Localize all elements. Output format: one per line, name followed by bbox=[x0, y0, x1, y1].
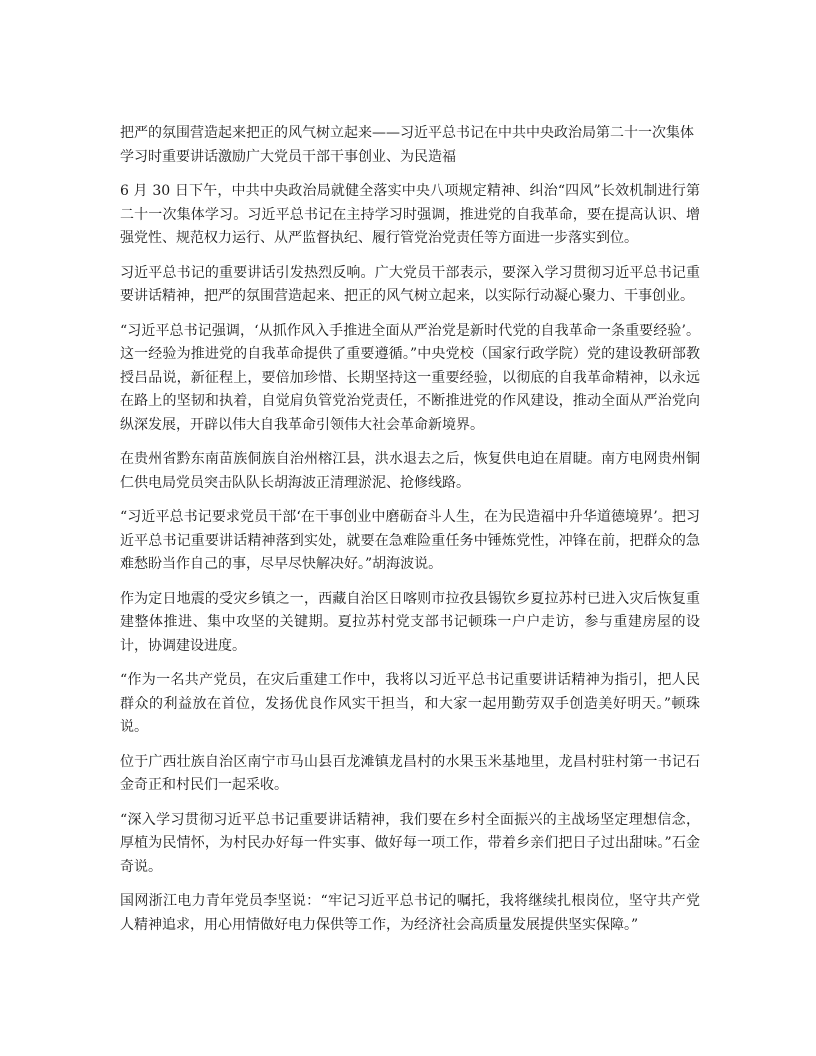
article-paragraph: “作为一名共产党员，在灾后重建工作中，我将以习近平总书记重要讲话精神为指引，把人民群众的利益放在首位，发扬优良作风实干担当，和大家一起用勤劳双手创造美好明天。”顿珠说。 bbox=[120, 672, 700, 735]
article-paragraph: 国网浙江电力青年党员李坚说：“牢记习近平总书记的嘱托，我将继续扎根岗位，坚守共产党人精神追求，用心用情做好电力保供等工作，为经济社会高质量发展提供坚实保障。” bbox=[120, 893, 700, 933]
article-paragraph: “习近平总书记要求党员干部‘在干事创业中磨砺奋斗人生，在为民造福中升华道德境界’。把习近平总书记重要讲话精神落到实处，就要在急难险重任务中锤炼党性，冲锋在前，把群众的急难愁盼当作自己的事，尽早尽快解决好。”胡海波说。 bbox=[120, 509, 700, 572]
article-paragraph: “习近平总书记强调，‘从抓作风入手推进全面从严治党是新时代党的自我革命一条重要经验’。这一经验为推进党的自我革命提供了重要遵循。”中央党校（国家行政学院）党的建设教研部教授吕品说，新征程上，要倍加珍惜、长期坚持这一重要经验，以彻底的自我革命精神，以永远在路上的坚韧和执着，自觉肩负管党治党责任，不断推进党的作风建设，推动全面从严治党向纵深发展，开辟以伟大自我革命引领伟大社会革命新境界。 bbox=[120, 322, 700, 433]
article-paragraph: 在贵州省黔东南苗族侗族自治州榕江县，洪水退去之后，恢复供电迫在眉睫。南方电网贵州铜仁供电局党员突击队队长胡海波正清理淤泥、抢修线路。 bbox=[120, 451, 700, 491]
article-paragraph: 位于广西壮族自治区南宁市马山县百龙滩镇龙昌村的水果玉米基地里，龙昌村驻村第一书记石金奇正和村民们一起采收。 bbox=[120, 753, 700, 793]
article bbox=[120, 122, 700, 948]
article-paragraph: 习近平总书记的重要讲话引发热烈反响。广大党员干部表示，要深入学习贯彻习近平总书记重要讲话精神，把严的氛围营造起来、把正的风气树立起来，以实际行动凝心聚力、干事创业。 bbox=[120, 264, 700, 304]
article-paragraph: 作为定日地震的受灾乡镇之一，西藏自治区日喀则市拉孜县锡钦乡夏拉苏村已进入灾后恢复重建整体推进、集中攻坚的关键期。夏拉苏村党支部书记顿珠一户户走访，参与重建房屋的设计，协调建设进度。 bbox=[120, 590, 700, 654]
article-title: 把严的氛围营造起来把正的风气树立起来——习近平总书记在中共中央政治局第二十一次集体学习时重要讲话激励广大党员干部干事创业、为民造福 bbox=[120, 125, 694, 165]
article-paragraph: “深入学习贯彻习近平总书记重要讲话精神，我们要在乡村全面振兴的主战场坚定理想信念，厚植为民情怀，为村民办好每一件实事、做好每一项工作，带着乡亲们把日子过出甜味。”石金奇说。 bbox=[120, 811, 700, 875]
article-paragraph: 6 月 30 日下午，中共中央政治局就健全落实中央八项规定精神、纠治“四风”长效机制进行第二十一次集体学习。习近平总书记在主持学习时强调，推进党的自我革命，要在提高认识、增强党性、规范权力运行、从严监督执纪、履行管党治党责任等方面进一步落实到位。 bbox=[120, 183, 700, 246]
